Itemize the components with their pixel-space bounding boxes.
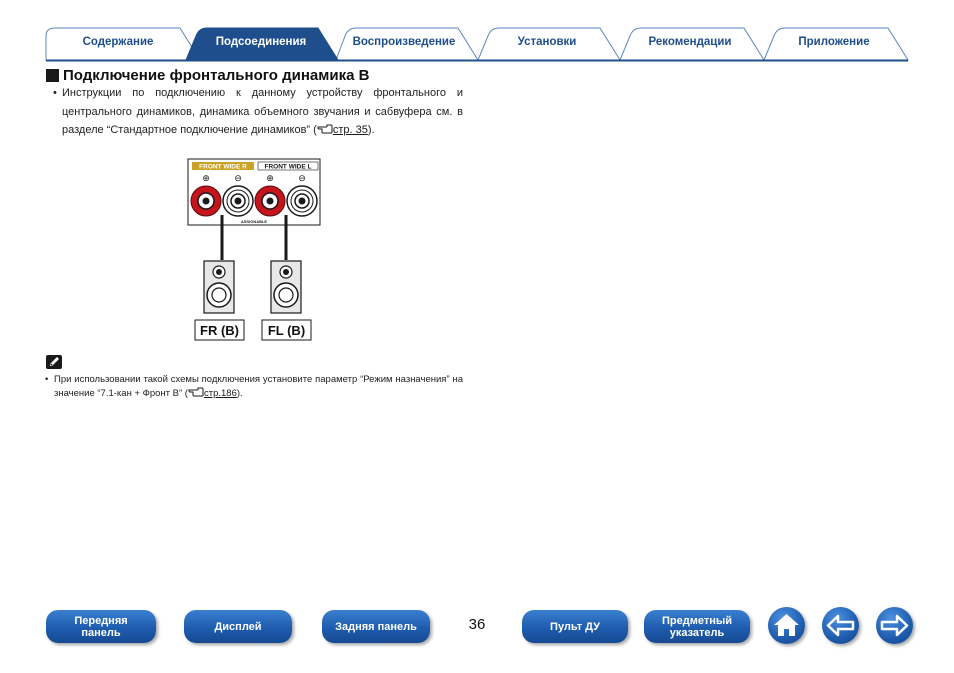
rear-panel-button[interactable]	[322, 610, 430, 643]
index-button[interactable]	[644, 610, 750, 643]
tab-setup[interactable]: Установки	[517, 36, 577, 48]
tab-playback[interactable]: Воспроизведение	[352, 36, 456, 48]
index-label: Предметный указатель	[661, 614, 733, 639]
intro-end: ).	[367, 124, 375, 136]
remote-button[interactable]	[522, 610, 628, 643]
terminal-left-label: FRONT WIDE L	[264, 163, 312, 171]
minus-symbol-2: ⊖	[298, 174, 306, 184]
speaker-fl	[271, 261, 301, 313]
terminal-left-plus	[255, 186, 285, 216]
page-link-186[interactable]: стр.186	[203, 388, 237, 399]
tab-connections[interactable]: Подсоединения	[215, 36, 307, 48]
section-title: Подключение фронтального динамика B	[63, 66, 370, 84]
speaker-fr-label: FR (B)	[200, 323, 239, 338]
front-panel-label: Передняя панель	[74, 614, 128, 639]
display-button[interactable]	[184, 610, 292, 643]
pointing-hand-icon	[188, 387, 204, 397]
intro-bullet: •	[53, 87, 57, 99]
back-button[interactable]	[822, 607, 859, 644]
rear-panel-label: Задняя панель	[335, 620, 417, 633]
tab-shapes	[0, 0, 954, 62]
speaker-fl-label: FL (B)	[267, 323, 306, 338]
tab-appendix[interactable]: Приложение	[798, 36, 870, 48]
page-number: 36	[468, 616, 486, 633]
plus-symbol-1: ⊕	[202, 174, 210, 184]
note-end: ).	[236, 388, 243, 399]
heading-square-icon	[46, 69, 59, 82]
arrow-right-icon	[876, 607, 913, 644]
terminal-right-minus	[223, 186, 253, 216]
section-heading	[46, 66, 369, 84]
terminal-right-plus	[191, 186, 221, 216]
page-link-35[interactable]: стр. 35	[332, 124, 368, 136]
tab-contents[interactable]: Содержание	[82, 36, 154, 48]
home-button[interactable]	[768, 607, 805, 644]
arrow-left-icon	[822, 607, 859, 644]
remote-label: Пульт ДУ	[550, 620, 600, 633]
note-paragraph	[45, 373, 463, 401]
panel-caption: ASSIGNABLE	[240, 219, 268, 224]
speaker-fr	[204, 261, 234, 313]
display-label: Дисплей	[214, 620, 262, 633]
home-icon	[768, 607, 805, 644]
front-panel-button[interactable]	[46, 610, 156, 643]
pointing-hand-icon	[317, 124, 333, 134]
plus-symbol-2: ⊕	[266, 174, 274, 184]
intro-paragraph	[53, 84, 463, 140]
minus-symbol-1: ⊖	[234, 174, 242, 184]
top-tab-bar	[0, 0, 954, 62]
tab-tips[interactable]: Рекомендации	[648, 36, 732, 48]
speaker-wiring-diagram	[186, 157, 326, 343]
note-pencil-icon	[46, 355, 62, 369]
intro-text: Инструкции по подключению к данному устройству фронтального и центрального динамиков, динамика объемного звучания и сабвуфера см. в разделе “Стандартное подключение динамиков” (	[62, 87, 463, 136]
note-text: При использовании такой схемы подключения установите параметр “Режим назначения” на значение “7.1-кан + Фронт B” (	[54, 374, 463, 399]
terminal-left-minus	[287, 186, 317, 216]
note-bullet: •	[45, 374, 49, 385]
forward-button[interactable]	[876, 607, 913, 644]
terminal-right-label: FRONT WIDE R	[199, 163, 247, 171]
